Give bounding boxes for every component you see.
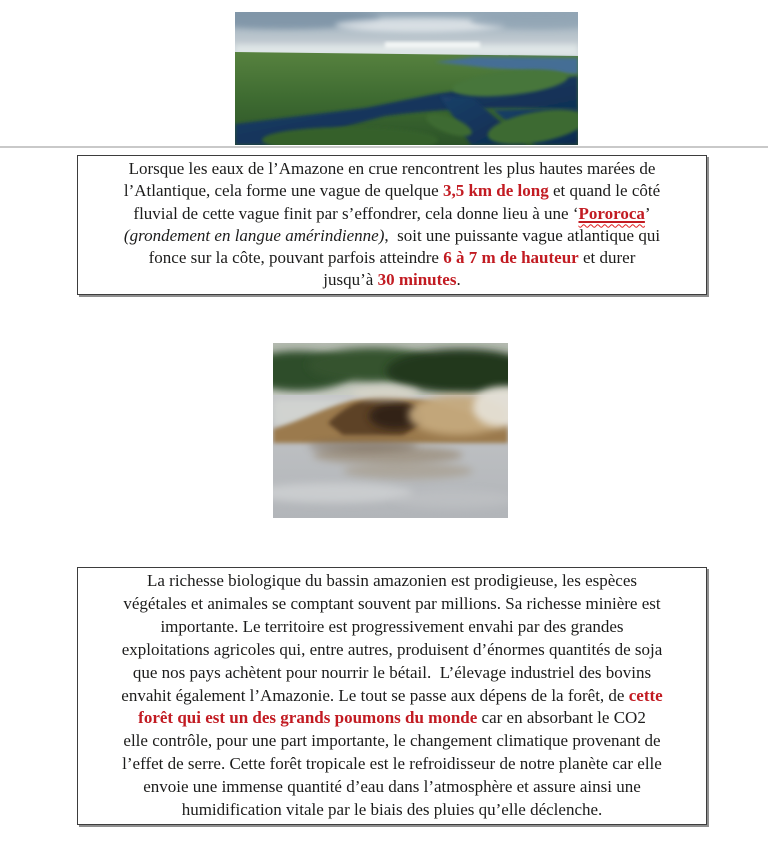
text-segment: l’Atlantique, cela forme une vague de quelque: [123, 181, 443, 201]
text-line: [85, 616, 699, 639]
text-segment: La richesse biologique du bassin amazonien est prodigieuse, les espèces: [146, 571, 638, 590]
text-line: [85, 685, 699, 708]
page-divider-line: [0, 146, 768, 148]
misspelled-word-squiggle: Pororoca: [578, 203, 645, 223]
text-segment: 30 minutes: [377, 270, 457, 290]
text-line: [85, 247, 699, 269]
pororoca-wave-photo-art: [273, 343, 508, 518]
text-segment: elle contrôle, pour une part importante, le changement climatique provenant de: [123, 731, 661, 751]
text-segment: cette: [628, 685, 663, 705]
text-line: [85, 707, 699, 730]
text-line: [85, 593, 699, 616]
text-line: [85, 180, 699, 202]
text-line: [85, 203, 699, 225]
text-segment: 6 à 7 m de hauteur: [443, 248, 579, 268]
text-line: [85, 269, 699, 291]
text-line: [85, 225, 699, 247]
text-segment: jusqu’à: [323, 270, 378, 290]
text-line: [85, 639, 699, 662]
text-segment: humidification vitale par le biais des pluies qu’elle déclenche.: [181, 800, 603, 820]
text-segment: Lorsque les eaux de l’Amazone en crue rencontrent les plus hautes marées de: [128, 159, 656, 178]
text-segment: fluvial de cette vague finit par s’effondrer, cela donne lieu à une ‘: [133, 203, 579, 223]
text-segment: importante. Le territoire est progressivement envahi par des grandes: [160, 616, 624, 636]
text-segment: l’effet de serre. Cette forêt tropicale est le refroidisseur de notre planète car elle: [122, 754, 662, 774]
text-line: [85, 730, 699, 753]
text-segment: [578, 204, 644, 223]
text-segment: végétales et animales se comptant souvent par millions. Sa richesse minière est: [123, 593, 661, 613]
text-line: [85, 158, 699, 180]
text-segment: envahit également l’Amazonie. Le tout se passe aux dépens de la forêt, de: [121, 685, 629, 705]
text-line: [85, 799, 699, 822]
text-segment: envoie une immense quantité d’eau dans l’atmosphère et assure ainsi une: [143, 777, 641, 797]
text-segment: 3,5 km de long: [442, 181, 549, 201]
text-line: [85, 753, 699, 776]
pororoca-wave-photo: [273, 343, 508, 518]
text-segment: exploitations agricoles qui, entre autres, produisent d’énormes quantités de soja: [121, 639, 663, 659]
text-segment: que nos pays achètent pour nourrir le bétail. L’élevage industriel des bovins: [132, 662, 652, 682]
text-segment: et quand le côté: [548, 181, 661, 201]
text-segment: forêt qui est un des grands poumons du monde: [138, 708, 478, 728]
text-line: [85, 662, 699, 685]
amazon-richness-textbox: [77, 567, 707, 825]
amazon-aerial-photo: [235, 12, 578, 145]
text-segment: et durer: [578, 248, 636, 268]
text-segment: fonce sur la côte, pouvant parfois atteindre: [148, 248, 444, 268]
text-segment: ’: [644, 203, 651, 223]
text-segment: , soit une puissante vague atlantique qui: [384, 225, 661, 245]
text-line: [85, 570, 699, 593]
text-segment: (grondement en langue amérindienne): [123, 225, 385, 245]
text-segment: car en absorbant le CO2: [477, 708, 646, 728]
text-line: [85, 776, 699, 799]
amazon-aerial-photo-art: [235, 12, 578, 145]
pororoca-textbox: [77, 155, 707, 295]
text-segment: .: [456, 270, 461, 290]
